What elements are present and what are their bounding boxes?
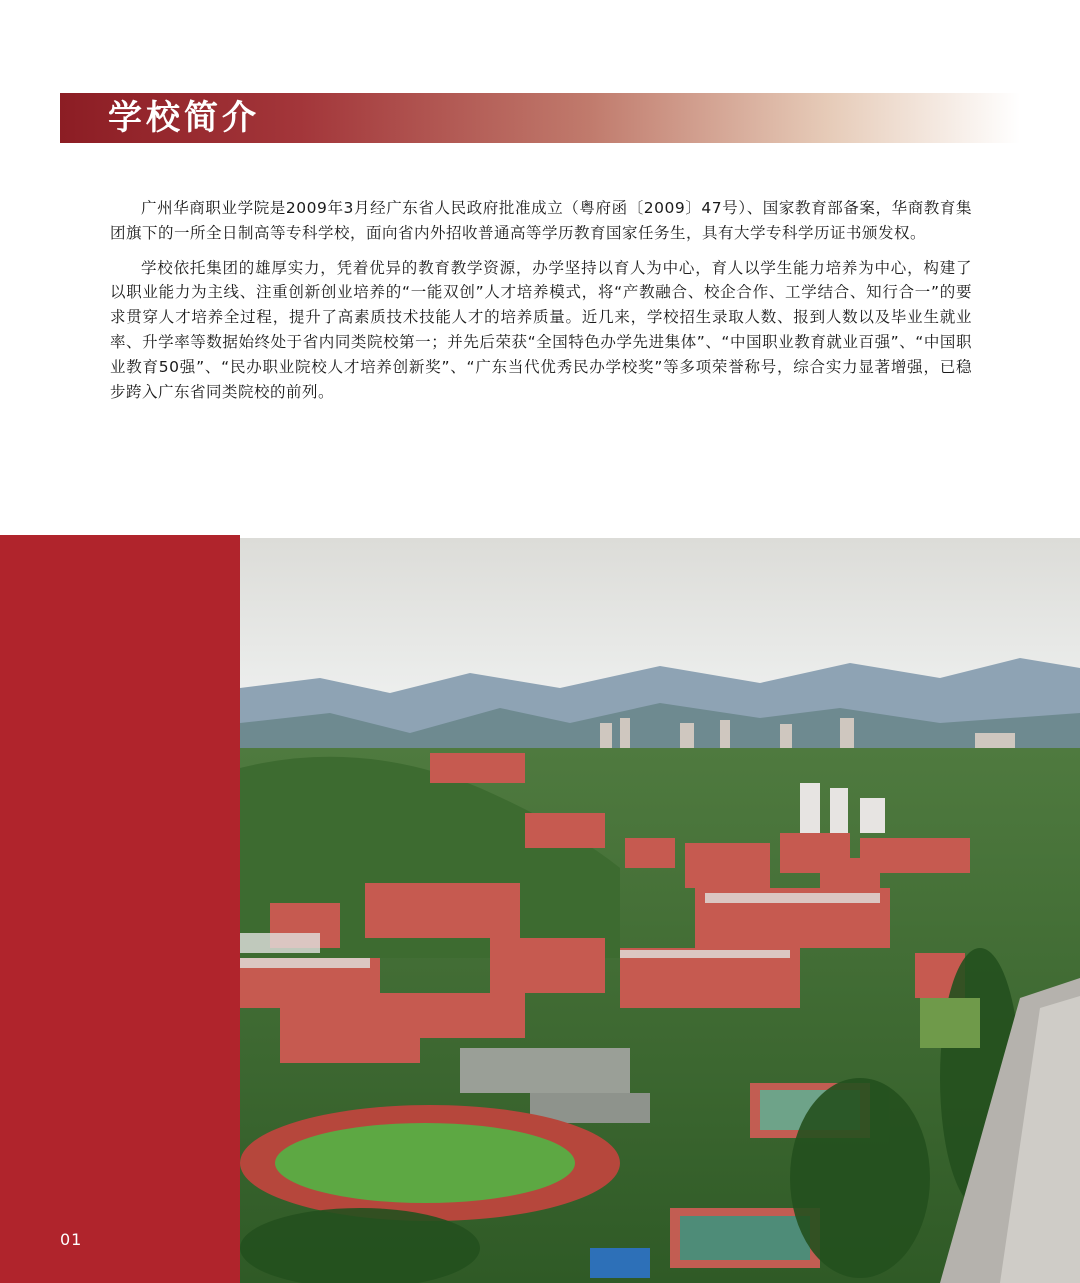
page-title: 学校简介 <box>108 98 260 138</box>
red-side-panel <box>0 535 240 1283</box>
title-banner <box>60 93 1020 143</box>
intro-paragraph: 广州华商职业学院是2009年3月经广东省人民政府批准成立（粤府函〔2009〕47号）、国家教育部备案，华商教育集团旗下的一所全日制高等专科学校，面向省内外招收普通高等学历教育国家任务生，具有大学专科学历证书颁发权。 <box>110 199 972 242</box>
campus-illustration <box>240 538 1080 1283</box>
page-number: 01 <box>60 1230 83 1249</box>
intro-section <box>110 196 972 414</box>
campus-aerial-photo <box>240 538 1080 1283</box>
intro-paragraph: 学校依托集团的雄厚实力，凭着优异的教育教学资源，办学坚持以育人为中心，育人以学生能力培养为中心，构建了以职业能力为主线、注重创新创业培养的“一能双创”人才培养模式，将“产教融合、校企合作、工学结合、知行合一”的要求贯穿人才培养全过程，提升了高素质技术技能人才的培养质量。近几来，学校招生录取人数、报到人数以及毕业生就业率、升学率等数据始终处于省内同类院校第一；并先后荣获“全国特色办学先进集体”、“中国职业教育就业百强”、“中国职业教育50强”、“民办职业院校人才培养创新奖”、“广东当代优秀民办学校奖”等多项荣誉称号，综合实力显著增强，已稳步跨入广东省同类院校的前列。 <box>110 258 972 401</box>
